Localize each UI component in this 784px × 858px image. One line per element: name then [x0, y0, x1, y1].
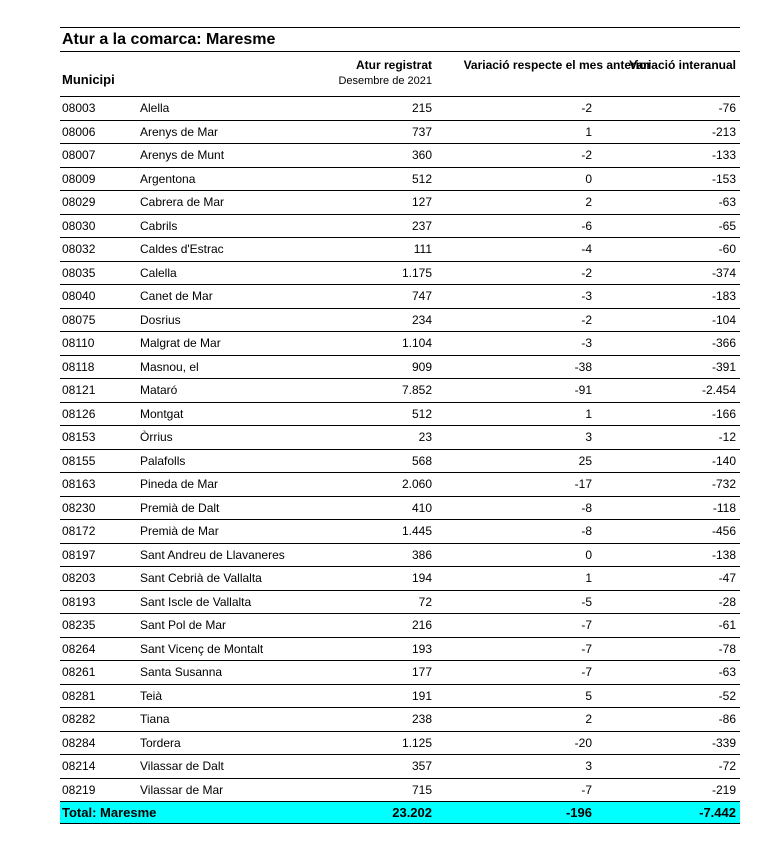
- table-header: [60, 51, 740, 96]
- var-mes-value: -3: [581, 289, 592, 303]
- municipi-code: 08155: [62, 453, 96, 468]
- atur-value: 23: [418, 430, 432, 444]
- var-mes-value: -8: [581, 524, 592, 538]
- var-mes-value: -6: [581, 218, 592, 233]
- table-row: [60, 637, 740, 661]
- var-mes-value: -4: [581, 242, 592, 256]
- var-interanual-value: -72: [718, 759, 736, 773]
- var-mes-value: -38: [574, 359, 592, 374]
- municipi-code: 08118: [62, 359, 95, 374]
- table-row: [60, 425, 740, 449]
- var-interanual-value: -213: [711, 124, 736, 139]
- atur-value: 2.060: [401, 477, 432, 491]
- atur-value: 410: [411, 500, 432, 515]
- unemployment-table: [60, 27, 740, 824]
- var-mes-value: -8: [581, 500, 592, 515]
- municipi-code: 08281: [62, 688, 96, 703]
- atur-value: 357: [411, 759, 432, 773]
- total-atur: 23.202: [392, 805, 432, 820]
- var-mes-value: -20: [574, 735, 592, 750]
- var-mes-value: -7: [581, 618, 592, 632]
- atur-value: 1.104: [401, 336, 432, 350]
- var-interanual-value: -140: [711, 453, 736, 468]
- table-row: [60, 449, 740, 473]
- table-row: [60, 261, 740, 285]
- var-mes-value: 5: [585, 688, 592, 703]
- var-interanual-value: -339: [711, 735, 736, 750]
- municipi-name: Santa Susanna: [140, 665, 223, 679]
- atur-value: 237: [411, 218, 432, 233]
- table-row: [60, 590, 740, 614]
- table-row: [60, 167, 740, 191]
- atur-value: 177: [411, 665, 432, 679]
- var-interanual-value: -47: [718, 571, 736, 585]
- var-interanual-value: -374: [711, 265, 736, 280]
- municipi-name: Arenys de Mar: [140, 124, 219, 139]
- municipi-code: 08035: [62, 265, 96, 280]
- table-row: [60, 214, 740, 238]
- municipi-code: 08121: [62, 383, 96, 397]
- header-var-interanual: Variació interanual: [629, 58, 736, 72]
- total-var-mes: -196: [565, 805, 592, 820]
- var-mes-value: 3: [585, 430, 592, 444]
- header-atur-date: Desembre de 2021: [338, 75, 432, 87]
- table-row: [60, 566, 740, 590]
- municipi-name: Mataró: [140, 383, 178, 397]
- var-mes-value: -2: [581, 265, 592, 280]
- var-interanual-value: -52: [718, 688, 736, 703]
- municipi-code: 08075: [62, 312, 96, 327]
- atur-value: 1.125: [401, 735, 432, 750]
- municipi-name: Sant Vicenç de Montalt: [140, 641, 264, 656]
- var-mes-value: 1: [585, 406, 592, 421]
- table-row: [60, 778, 740, 802]
- municipi-name: Pineda de Mar: [140, 477, 219, 491]
- var-interanual-value: -456: [711, 524, 736, 538]
- var-interanual-value: -118: [712, 500, 736, 515]
- municipi-name: Premià de Dalt: [140, 500, 220, 515]
- var-mes-value: -3: [581, 336, 592, 350]
- municipi-name: Tordera: [140, 735, 181, 750]
- atur-value: 747: [411, 289, 432, 303]
- table-row: [60, 472, 740, 496]
- municipi-code: 08009: [62, 171, 96, 186]
- municipi-name: Sant Cebrià de Vallalta: [140, 571, 262, 585]
- atur-value: 737: [411, 124, 432, 139]
- municipi-name: Tiana: [140, 712, 170, 726]
- var-interanual-value: -153: [711, 171, 736, 186]
- municipi-code: 08219: [62, 782, 96, 797]
- municipi-code: 08040: [62, 289, 96, 303]
- table-row: [60, 496, 740, 520]
- atur-value: 568: [411, 453, 432, 468]
- table-bottom-rule: [60, 823, 740, 824]
- table-row: [60, 684, 740, 708]
- var-interanual-value: -86: [718, 712, 736, 726]
- header-municipi: Municipi: [62, 72, 115, 87]
- municipi-name: Dosrius: [140, 312, 181, 327]
- var-mes-value: -5: [581, 594, 592, 609]
- total-label: Total: Maresme: [62, 805, 157, 820]
- municipi-code: 08203: [62, 571, 96, 585]
- table-row: [60, 378, 740, 402]
- atur-value: 216: [411, 618, 432, 632]
- municipi-code: 08110: [62, 336, 95, 350]
- municipi-name: Cabrils: [140, 218, 178, 233]
- var-mes-value: -2: [581, 148, 592, 162]
- var-interanual-value: -2.454: [701, 383, 736, 397]
- municipi-name: Caldes d'Estrac: [140, 242, 224, 256]
- atur-value: 193: [411, 641, 432, 656]
- table-row: [60, 284, 740, 308]
- table-row: [60, 355, 740, 379]
- municipi-name: Teià: [140, 688, 163, 703]
- var-mes-value: 0: [585, 547, 592, 562]
- var-interanual-value: -219: [711, 782, 736, 797]
- atur-value: 234: [411, 312, 432, 327]
- var-mes-value: -7: [581, 782, 592, 797]
- atur-value: 1.445: [401, 524, 432, 538]
- table-row: [60, 543, 740, 567]
- municipi-name: Arenys de Munt: [140, 148, 225, 162]
- var-mes-value: 3: [585, 759, 592, 773]
- municipi-name: Sant Andreu de Llavaneres: [140, 547, 285, 562]
- atur-value: 194: [411, 571, 432, 585]
- municipi-name: Vilassar de Mar: [140, 782, 224, 797]
- municipi-name: Cabrera de Mar: [140, 195, 225, 209]
- table-row: [60, 120, 740, 144]
- var-mes-value: -7: [581, 665, 592, 679]
- var-mes-value: 25: [578, 453, 592, 468]
- var-mes-value: -2: [581, 312, 592, 327]
- municipi-code: 08006: [62, 124, 96, 139]
- municipi-name: Canet de Mar: [140, 289, 213, 303]
- table-row: [60, 519, 740, 543]
- municipi-code: 08214: [62, 759, 96, 773]
- total-var-interanual: -7.442: [699, 805, 736, 820]
- table-row: [60, 237, 740, 261]
- table-row: [60, 754, 740, 778]
- municipi-name: Vilassar de Dalt: [140, 759, 224, 773]
- var-interanual-value: -12: [718, 430, 736, 444]
- table-row: [60, 190, 740, 214]
- var-mes-value: 1: [585, 571, 592, 585]
- atur-value: 111: [413, 242, 432, 256]
- var-mes-value: -7: [581, 641, 592, 656]
- atur-value: 191: [411, 688, 432, 703]
- municipi-name: Calella: [140, 265, 177, 280]
- var-interanual-value: -138: [711, 547, 736, 562]
- table-row: [60, 660, 740, 684]
- var-interanual-value: -60: [718, 242, 736, 256]
- municipi-name: Sant Pol de Mar: [140, 618, 227, 632]
- var-interanual-value: -65: [718, 218, 736, 233]
- municipi-code: 08230: [62, 500, 96, 515]
- var-mes-value: 0: [585, 171, 592, 186]
- municipi-code: 08197: [62, 547, 96, 562]
- municipi-code: 08261: [62, 665, 96, 679]
- var-interanual-value: -63: [718, 195, 736, 209]
- table-row: [60, 731, 740, 755]
- municipi-name: Sant Iscle de Vallalta: [140, 594, 252, 609]
- atur-value: 215: [411, 101, 432, 115]
- var-interanual-value: -61: [718, 618, 736, 632]
- atur-value: 238: [411, 712, 432, 726]
- municipi-code: 08032: [62, 242, 96, 256]
- var-interanual-value: -28: [718, 594, 736, 609]
- municipi-name: Masnou, el: [140, 359, 199, 374]
- municipi-code: 08264: [62, 641, 96, 656]
- var-mes-value: 1: [585, 124, 592, 139]
- atur-value: 909: [411, 359, 432, 374]
- municipi-name: Alella: [140, 101, 170, 115]
- municipi-name: Palafolls: [140, 453, 186, 468]
- municipi-code: 08282: [62, 712, 96, 726]
- table-row: [60, 707, 740, 731]
- municipi-code: 08126: [62, 406, 96, 421]
- municipi-code: 08235: [62, 618, 96, 632]
- header-var-mes: Variació respecte el mes anterior: [463, 58, 651, 72]
- table-row: [60, 96, 740, 120]
- municipi-code: 08153: [62, 430, 96, 444]
- municipi-code: 08007: [62, 148, 96, 162]
- atur-value: 72: [418, 594, 432, 609]
- municipi-code: 08193: [62, 594, 96, 609]
- var-mes-value: -91: [574, 383, 592, 397]
- atur-value: 386: [411, 547, 432, 562]
- var-interanual-value: -366: [711, 336, 736, 350]
- municipi-code: 08163: [62, 477, 96, 491]
- table-row: [60, 308, 740, 332]
- municipi-name: Òrrius: [140, 430, 173, 444]
- var-interanual-value: -104: [711, 312, 736, 327]
- atur-value: 512: [411, 171, 432, 186]
- var-mes-value: -2: [581, 101, 592, 115]
- atur-value: 512: [411, 406, 432, 421]
- municipi-code: 08172: [62, 524, 96, 538]
- municipi-name: Argentona: [140, 171, 196, 186]
- var-interanual-value: -391: [711, 359, 736, 374]
- atur-value: 715: [411, 782, 432, 797]
- table-title: Atur a la comarca: Maresme: [60, 27, 740, 51]
- table-row: [60, 143, 740, 167]
- municipi-code: 08029: [62, 195, 96, 209]
- atur-value: 360: [411, 148, 432, 162]
- header-atur: Atur registrat: [355, 58, 432, 72]
- table-body: [60, 96, 740, 801]
- atur-value: 1.175: [401, 265, 432, 280]
- var-interanual-value: -732: [711, 477, 736, 491]
- municipi-name: Premià de Mar: [140, 524, 219, 538]
- municipi-code: 08003: [62, 101, 96, 115]
- atur-value: 7.852: [401, 383, 432, 397]
- var-interanual-value: -133: [711, 148, 736, 162]
- table-row: [60, 402, 740, 426]
- municipi-code: 08030: [62, 218, 96, 233]
- table-row: [60, 613, 740, 637]
- municipi-name: Montgat: [140, 406, 184, 421]
- var-interanual-value: -76: [718, 101, 736, 115]
- var-interanual-value: -183: [711, 289, 736, 303]
- var-mes-value: 2: [585, 712, 592, 726]
- atur-value: 127: [411, 195, 432, 209]
- total-row: [60, 801, 740, 823]
- municipi-code: 08284: [62, 735, 96, 750]
- var-interanual-value: -78: [718, 641, 736, 656]
- table-row: [60, 331, 740, 355]
- var-interanual-value: -166: [711, 406, 736, 421]
- var-mes-value: -17: [574, 477, 592, 491]
- var-interanual-value: -63: [718, 665, 736, 679]
- municipi-name: Malgrat de Mar: [140, 336, 221, 350]
- var-mes-value: 2: [585, 195, 592, 209]
